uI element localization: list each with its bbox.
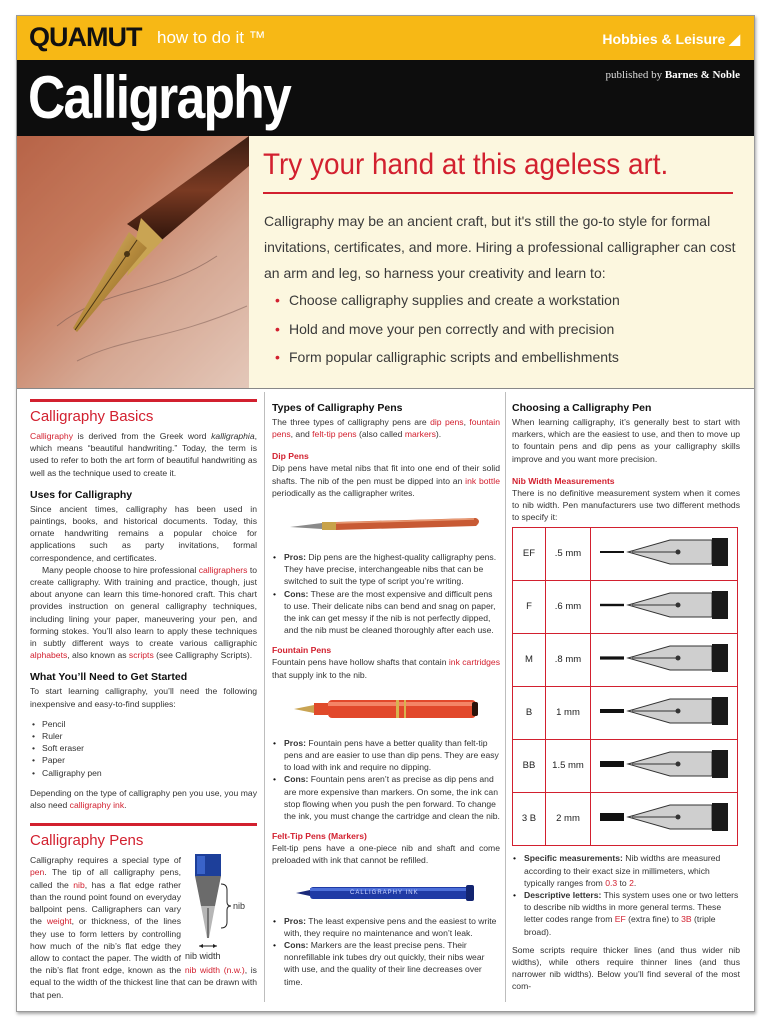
fountain-pen-image xyxy=(286,687,486,731)
text: to xyxy=(617,877,630,888)
pros-item xyxy=(272,737,500,774)
nib-row xyxy=(513,634,738,687)
text: Dip pens are the highest-quality calligraphy pens. They have precise, interchangeable nibs that can be switched to suit the type of script you’re writing. xyxy=(284,552,497,587)
term-link[interactable]: ink bottle xyxy=(465,475,500,486)
marker-label: CALLIGRAPHY INK xyxy=(350,889,419,896)
nib-row xyxy=(513,740,738,793)
nib-breather-hole xyxy=(676,815,681,820)
cons-item xyxy=(272,588,500,637)
nib-row xyxy=(513,793,738,846)
text: (extra fine) to xyxy=(625,914,682,925)
hero-bullet: • Choose calligraphy supplies and create a workstation xyxy=(289,286,620,315)
value: 3B xyxy=(681,914,692,925)
nib-breather-hole xyxy=(676,762,681,767)
nib-grip xyxy=(712,591,728,619)
nib-sample-icon xyxy=(594,585,734,625)
text: . The tip of all calligraphy pens, called the xyxy=(30,867,181,890)
hero-bullet: • Form popular calligraphic scripts and embellishments xyxy=(289,343,620,372)
text: Calligraphy requires a special type of xyxy=(30,855,181,866)
term-link[interactable]: ink cartridges xyxy=(448,657,500,668)
section-divider xyxy=(17,388,754,389)
hero-intro: Calligraphy may be an ancient craft, but it's still the go-to style for formal invitations, certificates, and more. Hiring a professional calligrapher can cost an arm and leg, so harness your creativity and learn to: xyxy=(264,213,736,281)
dip-pen-image xyxy=(286,505,486,545)
term-link[interactable]: Calligraphy xyxy=(30,431,73,441)
value: 2 xyxy=(629,877,634,888)
choosing-paragraph: When learning calligraphy, it’s generally best to start with markers, which are the easiest to use, and then to move up to fountain pens and dip pens as your calligraphy skills improve and you want more precision. xyxy=(512,417,740,464)
uses-paragraph: Since ancient times, calligraphy has been used in paintings, books, and historical documents. Today, this ornate handwriting remains a popular choice for applications such as party invitations, formal correspondence, and certificates. xyxy=(30,503,257,563)
cons-item xyxy=(272,939,500,988)
text: Fountain pens have a better quality than felt-tip pens and are easier to use than dip pens. They are easy to load with ink and require no dipping. xyxy=(284,737,499,773)
term-link[interactable]: alphabets xyxy=(30,650,68,661)
nib-breather-hole xyxy=(676,709,681,714)
nib-sample xyxy=(591,528,738,581)
text: ). xyxy=(435,429,442,440)
brand-bar xyxy=(17,16,754,60)
text: , and xyxy=(290,429,313,440)
felt-pros-cons xyxy=(272,915,500,988)
hero-divider xyxy=(263,192,733,194)
cons-item xyxy=(272,773,500,822)
cons-label: Cons: xyxy=(284,940,309,951)
term-link[interactable]: calligraphers xyxy=(198,564,248,575)
nib-sample-icon xyxy=(594,532,734,572)
nib-sample xyxy=(591,687,738,740)
pros-label: Pros: xyxy=(284,737,306,748)
list-item: • Paper xyxy=(30,754,257,766)
subsection-title: Choosing a Calligraphy Pen xyxy=(512,402,652,414)
text: kalligraphia xyxy=(211,431,255,441)
text: The three types of calligraphy pens are xyxy=(272,417,431,427)
basics-paragraph xyxy=(30,430,257,479)
nib-sample-icon xyxy=(594,638,734,678)
term-link[interactable]: pen xyxy=(30,867,45,878)
stroke-sample xyxy=(600,657,624,660)
text: Fountain pens aren’t as precise as dip pens and are more expensive than markers. On some, the ink can stop flowing when you push the pen forward. To change the ink, you must change the cartridge and clean the nib. xyxy=(284,774,500,822)
text: These are the most expensive and difficult pens to use. Their delicate nibs can bend and snag on paper, the ink can get messy if the nib is not perfectly dipped, and the nib must be cleaned thoroughly after each use. xyxy=(284,588,496,636)
term-link[interactable]: fountain pens xyxy=(272,417,500,440)
nib-diagram xyxy=(185,854,257,962)
publisher-credit xyxy=(606,69,740,82)
nib-size: 2 mm xyxy=(546,793,591,846)
nib-breather-hole xyxy=(676,656,681,661)
hero-heading: Try your hand at this ageless art. xyxy=(263,148,669,181)
column-divider xyxy=(264,392,265,1002)
term-link[interactable]: felt-tip pens xyxy=(312,429,357,440)
red-rule xyxy=(30,399,257,402)
text: , xyxy=(463,417,470,427)
nib-size: 1 mm xyxy=(546,687,591,740)
nib-icon xyxy=(185,854,257,962)
column-divider xyxy=(505,392,506,1002)
text: Depending on the type of calligraphy pen you use, you may also need xyxy=(30,787,257,811)
pen-type-title: Felt-Tip Pens (Markers) xyxy=(272,831,367,842)
pen-type-title: Fountain Pens xyxy=(272,645,332,656)
triangle-icon: ◢ xyxy=(729,31,740,47)
nib-grip xyxy=(712,538,728,566)
method-label: Specific measurements: xyxy=(524,853,623,864)
section-title: Calligraphy Basics xyxy=(30,408,154,425)
text: to create calligraphy. With training and practice, though, just about anyone can learn this time-honored craft. This chart provides instruction on general calligraphy techniques, including lining your paper, maneuvering your pen, and forming stokes. You’ll also learn to apply these techniques in subtly different ways to create various calligraphic xyxy=(30,564,257,649)
nib-width-table xyxy=(512,527,738,846)
subsection-title: What You’ll Need to Get Started xyxy=(30,671,188,684)
text: Nib widths are measured according to their exact size in millimeters, which typically ranges from xyxy=(524,853,721,888)
nib-grip xyxy=(712,644,728,672)
list-item: • Ruler xyxy=(30,730,257,742)
nib-grip xyxy=(712,750,728,778)
text: , is equal to the width of the thickest line that can be drawn with that pen. xyxy=(30,965,257,1000)
term-link[interactable]: nib width (n.w.) xyxy=(184,965,245,976)
stroke-sample xyxy=(600,813,624,821)
text: (also called xyxy=(356,429,405,440)
cons-label: Cons: xyxy=(284,588,309,599)
dip-paragraph xyxy=(272,462,500,499)
term-link[interactable]: nib xyxy=(73,879,85,890)
cons-label: Cons: xyxy=(284,774,309,785)
publisher-name: Barnes & Noble xyxy=(664,69,740,81)
hero-bullet: • Hold and move your pen correctly and with precision xyxy=(289,315,620,344)
nib-row xyxy=(513,528,738,581)
value: EF xyxy=(614,914,626,925)
nib-code: EF xyxy=(513,528,546,581)
nib-size: 1.5 mm xyxy=(546,740,591,793)
fountain-paragraph xyxy=(272,656,500,680)
category-label: Hobbies & Leisure xyxy=(602,31,726,47)
pros-item xyxy=(272,551,500,588)
text: , or thickness, of the lines they use to form letters by controlling how much of the nib’s flat edge they allow to contact the paper. The width of the nib’s flat front edge, known as the xyxy=(30,916,185,976)
nib-sample-icon xyxy=(594,744,734,784)
column-pen-types xyxy=(272,392,500,992)
nib-code: B xyxy=(513,687,546,740)
subsection-title: Types of Calligraphy Pens xyxy=(272,402,403,414)
method-item xyxy=(512,852,740,889)
text: . xyxy=(124,800,127,811)
uses-paragraph-2 xyxy=(30,564,257,662)
need-paragraph: To start learning calligraphy, you’ll need the following inexpensive and easy-to-find supplies: xyxy=(30,686,257,709)
nibwidth-paragraph: There is no definitive measurement system when it comes to nib width. Pen manufacturers use two different methods to specify it: xyxy=(512,487,740,523)
reference-sheet xyxy=(16,15,755,1012)
nib-sample xyxy=(591,581,738,634)
text: , also known as xyxy=(67,650,129,661)
term-link[interactable]: markers xyxy=(404,429,436,440)
nib-sample xyxy=(591,793,738,846)
nib-code: M xyxy=(513,634,546,687)
supplies-list xyxy=(30,718,257,779)
nib-size: .8 mm xyxy=(546,634,591,687)
marker-image xyxy=(286,873,486,909)
term-link[interactable]: calligraphy ink xyxy=(69,800,125,811)
nib-code: 3 B xyxy=(513,793,546,846)
nib-label: nib xyxy=(233,901,246,912)
text: Markers are the least precise pens. Their nonrefillable ink tubes dry out quickly, their nibs wear with use, and the quality of their line decreases over time. xyxy=(284,940,485,987)
text: (see Calligraphy Scripts). xyxy=(153,650,253,661)
text: periodically as the calligrapher writes. xyxy=(272,487,415,498)
nib-width-label: nib width xyxy=(185,951,221,962)
red-rule xyxy=(30,823,257,826)
text: , which means “beautiful handwriting.” Today, the term is used to refer to both the art form of beautiful handwriting as well as the technique used to create it. xyxy=(30,431,257,478)
nib-size: .6 mm xyxy=(546,581,591,634)
pen-type-title: Dip Pens xyxy=(272,451,309,462)
nib-code: BB xyxy=(513,740,546,793)
pros-label: Pros: xyxy=(284,915,306,926)
nib-sample-icon xyxy=(594,797,734,837)
column-choosing xyxy=(512,392,740,993)
closing-paragraph: Some scripts require thicker lines (and thus wider nib widths), while others require thinner lines (and thus narrower nib widths). Below you’ll find several of the most com- xyxy=(512,944,740,992)
nib-breather-hole xyxy=(676,550,681,555)
term-link[interactable]: scripts xyxy=(128,650,154,661)
felt-paragraph: Felt-tip pens have a one-piece nib and shaft and come preloaded with ink that cannot be refilled. xyxy=(272,843,500,866)
nib-method-list xyxy=(512,852,740,937)
section-title: Calligraphy Pens xyxy=(30,832,144,850)
text: The least expensive pens and the easiest to write with, they require no maintenance and won’t leak. xyxy=(284,915,497,938)
term-link[interactable]: weight xyxy=(46,916,72,927)
quamut-logo[interactable]: QUAMUT xyxy=(29,22,142,52)
types-paragraph xyxy=(272,416,500,440)
fountain-pen-photo xyxy=(17,136,249,388)
pens-block xyxy=(30,854,257,1000)
page-title: Calligraphy xyxy=(28,64,291,131)
nib-row xyxy=(513,581,738,634)
text: This system uses one or two letters to describe nib widths in more general terms. These letter codes range from xyxy=(524,890,739,925)
text: . xyxy=(633,877,637,888)
pros-item xyxy=(272,915,500,939)
nib-grip xyxy=(712,803,728,831)
text: (triple broad). xyxy=(524,914,716,937)
stroke-sample xyxy=(600,551,624,553)
publisher-prefix: published by xyxy=(605,69,663,81)
list-item: • Calligraphy pen xyxy=(30,767,257,779)
nib-breather-hole xyxy=(676,603,681,608)
text: , has a flat edge rather than the round point found on everyday ballpoint pens. Calligraphers can vary the xyxy=(30,879,181,927)
text: is derived from the Greek word xyxy=(73,431,212,441)
nib-width-title: Nib Width Measurements xyxy=(512,475,615,486)
list-item: • Pencil xyxy=(30,718,257,730)
nib-sample-icon xyxy=(594,691,734,731)
value: 0.3 xyxy=(605,877,618,888)
nib-code: F xyxy=(513,581,546,634)
column-basics xyxy=(30,392,257,1001)
list-item: • Soft eraser xyxy=(30,742,257,754)
pros-label: Pros: xyxy=(284,552,306,563)
stroke-sample xyxy=(600,709,624,713)
ink-paragraph xyxy=(30,787,257,811)
nib-size: .5 mm xyxy=(546,528,591,581)
term-link[interactable]: dip pens xyxy=(430,417,464,427)
nib-sample xyxy=(591,634,738,687)
nib-sample xyxy=(591,740,738,793)
category-link[interactable] xyxy=(602,31,740,47)
stroke-sample xyxy=(600,761,624,767)
fountain-pros-cons xyxy=(272,737,500,822)
text: Many people choose to hire professional xyxy=(42,564,199,575)
tagline: how to do it ™ xyxy=(157,28,266,47)
dip-pros-cons xyxy=(272,551,500,636)
text: Fountain pens have hollow shafts that contain xyxy=(272,657,449,668)
nib-grip xyxy=(712,697,728,725)
method-label: Descriptive letters: xyxy=(524,890,602,901)
hero-bullet-list xyxy=(289,286,620,372)
subsection-title: Uses for Calligraphy xyxy=(30,488,133,501)
nib-row xyxy=(513,687,738,740)
text: that supply ink to the nib. xyxy=(272,669,368,680)
pen-illustration xyxy=(17,136,249,388)
text: Dip pens have metal nibs that fit into one end of their solid shafts. The nib of the pen must be dipped into an xyxy=(272,463,500,486)
stroke-sample xyxy=(600,604,624,606)
method-item xyxy=(512,889,740,938)
hero-panel xyxy=(17,136,754,388)
